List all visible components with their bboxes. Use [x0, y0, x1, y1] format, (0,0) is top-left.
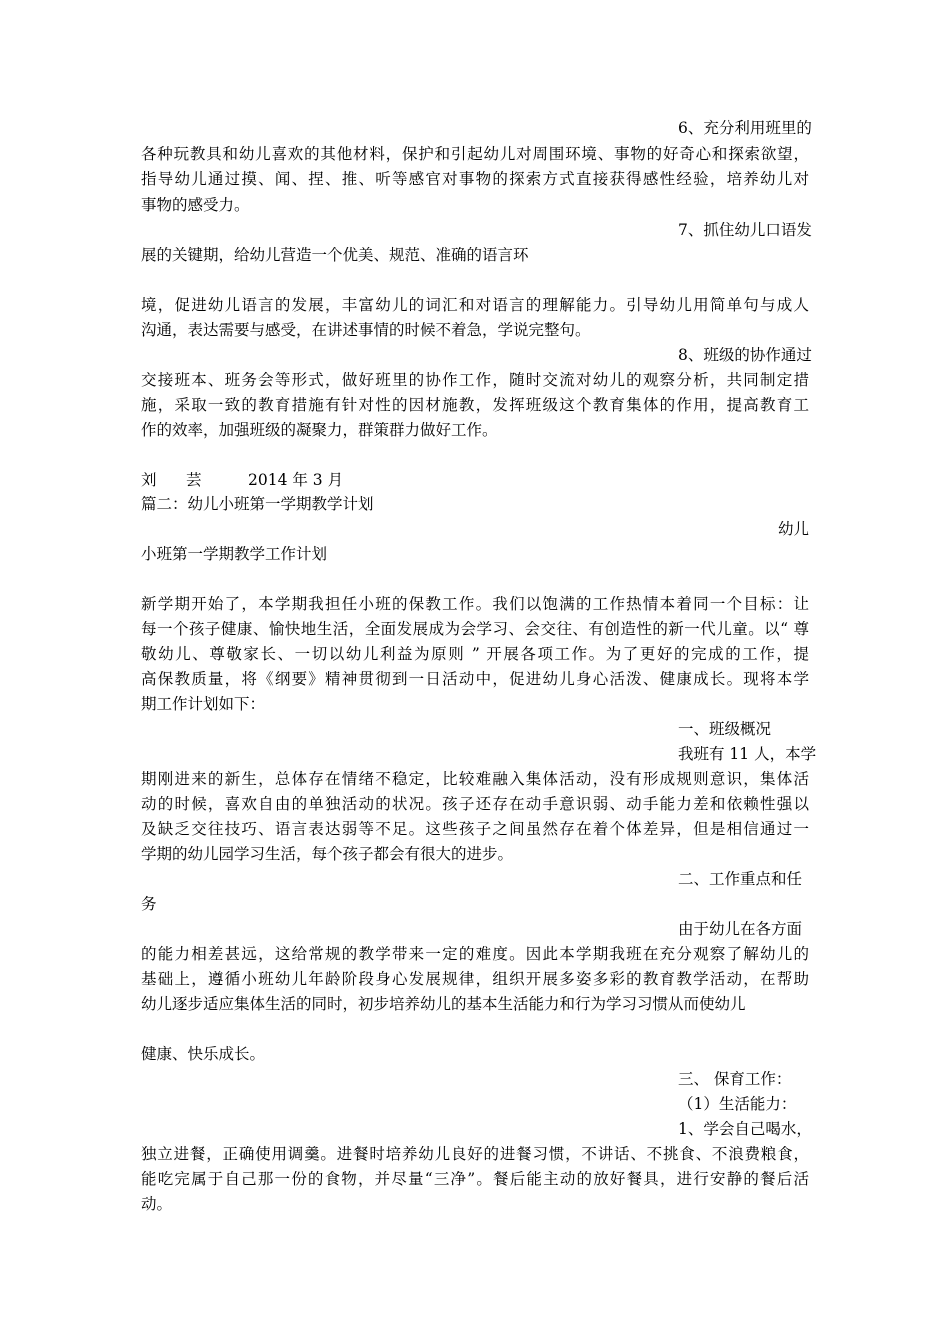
intro-line-2: 每一个孩子健康、愉快地生活，全面发展成为会学习、会交往、有创造性的新一代儿童。以“ 尊 — [141, 620, 809, 638]
part2-title-line-2: 小班第一学期教学工作计划 — [141, 545, 328, 563]
item8-line-2: 交接班本、班务会等形式，做好班里的协作工作，随时交流对幼儿的观察分析，共同制定措 — [141, 371, 809, 389]
section3-subtitle: （1）生活能力： — [678, 1095, 797, 1113]
item8-line-4: 作的效率，加强班级的凝聚力，群策群力做好工作。 — [141, 421, 498, 439]
signature-date: 2014 年 3 月 — [248, 471, 344, 489]
item7-line-4: 沟通，表达需要与感受，在讲述事情的时候不着急，学说完整句。 — [141, 321, 591, 339]
section1-line-3: 动的时候，喜欢自由的单独活动的状况。孩子还存在动手意识弱、动手能力差和依赖性强以 — [141, 795, 809, 813]
section2-line-5: 健康、快乐成长。 — [141, 1045, 266, 1063]
section1-line-5: 学期的幼儿园学习生活，每个孩子都会有很大的进步。 — [141, 845, 514, 863]
item7-line-3: 境，促进幼儿语言的发展，丰富幼儿的词汇和对语言的理解能力。引导幼儿用简单句与成人 — [141, 296, 809, 314]
section2-line-2: 的能力相差甚远，这给常规的教学带来一定的难度。因此本学期我班在充分观察了解幼儿的 — [141, 945, 809, 963]
item6-line-4: 事物的感受力。 — [141, 196, 250, 214]
signature-name-2: 芸 — [186, 471, 202, 489]
section1-line-2: 期刚进来的新生，总体存在情绪不稳定，比较难融入集体活动，没有形成规则意识，集体活 — [141, 770, 809, 788]
item6-line-2: 各种玩教具和幼儿喜欢的其他材料，保护和引起幼儿对周围环境、事物的好奇心和探索欲望， — [141, 145, 809, 163]
section2-line-3: 基础上，遵循小班幼儿年龄阶段身心发展规律，组织开展多姿多彩的教育教学活动，在帮助 — [141, 970, 809, 988]
section3-line-3: 能吃完属于自己那一份的食物，并尽量“三净”。餐后能主动的放好餐具，进行安静的餐后活 — [141, 1170, 809, 1188]
signature-name-1: 刘 — [141, 471, 157, 489]
intro-line-1: 新学期开始了，本学期我担任小班的保教工作。我们以饱满的工作热情本着同一个目标：让 — [141, 595, 809, 613]
intro-line-5: 期工作计划如下： — [141, 695, 266, 713]
section1-line-4: 及缺乏交往技巧、语言表达弱等不足。这些孩子之间虽然存在着个体差异，但是相信通过一 — [141, 820, 809, 838]
part2-title-line-1: 幼儿 — [777, 520, 809, 538]
intro-line-3: 敬幼儿、尊敬家长、一切以幼儿利益为原则 ” 开展各项工作。为了更好的完成的工作，提 — [141, 645, 809, 663]
section2-title-line-1: 二、工作重点和任 — [678, 870, 803, 888]
item6-line-3: 指导幼儿通过摸、闻、捏、推、听等感官对事物的探索方式直接获得感性经验，培养幼儿对 — [141, 170, 809, 188]
item7-line-2: 展的关键期，给幼儿营造一个优美、规范、准确的语言环 — [141, 246, 529, 264]
section2-line-4: 幼儿逐步适应集体生活的同时，初步培养幼儿的基本生活能力和行为学习习惯从而使幼儿 — [141, 995, 746, 1013]
item7-line-1: 7、抓住幼儿口语发 — [678, 221, 812, 239]
item6-line-1: 6、充分利用班里的 — [678, 119, 812, 137]
section3-line-4: 动。 — [141, 1195, 173, 1213]
section1-line-1: 我班有 11 人，本学 — [678, 745, 817, 763]
section3-line-1: 1、学会自己喝水， — [678, 1120, 812, 1138]
item8-line-3: 施，采取一致的教育措施有针对性的因材施教，发挥班级这个教育集体的作用，提高教育工 — [141, 396, 809, 414]
item8-line-1: 8、班级的协作通过 — [678, 346, 812, 364]
section3-title: 三、 保育工作： — [678, 1070, 792, 1088]
section2-line-1: 由于幼儿在各方面 — [678, 920, 803, 938]
intro-line-4: 高保教质量，将《纲要》精神贯彻到一日活动中，促进幼儿身心活泼、健康成长。现将本学 — [141, 670, 809, 688]
section1-title: 一、班级概况 — [678, 720, 772, 738]
section3-line-2: 独立进餐，正确使用调羹。进餐时培养幼儿良好的进餐习惯，不讲话、不挑食、不浪费粮食， — [141, 1145, 809, 1163]
part2-heading: 篇二：幼儿小班第一学期教学计划 — [141, 495, 374, 513]
section2-title-line-2: 务 — [141, 895, 157, 913]
